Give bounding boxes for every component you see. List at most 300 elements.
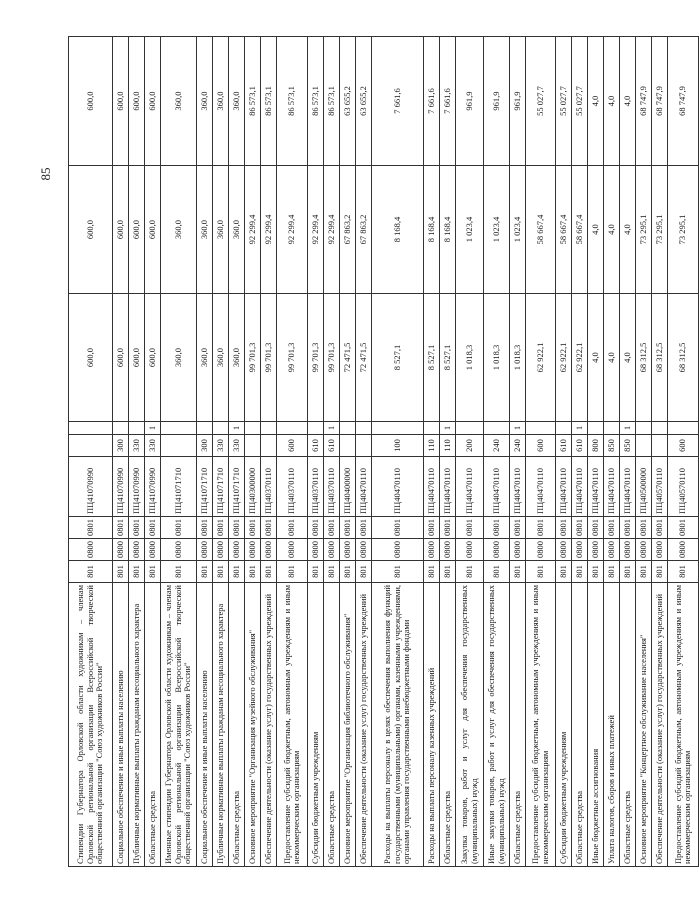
target-article-code: ПЦ40470110	[588, 457, 604, 517]
funding-source-mark	[129, 422, 145, 435]
amount-year-2: 58 667,4	[572, 166, 588, 294]
amount-year-1: 99 701,3	[245, 294, 261, 422]
amount-year-2: 1 023,4	[484, 166, 510, 294]
subsection-code: 0801	[440, 517, 456, 539]
amount-year-1: 62 922,1	[572, 294, 588, 422]
item-name: Иные закупки товаров, работ и услуг для обеспечения государственных (муниципальных) нужд	[484, 583, 510, 867]
subsection-code: 0801	[324, 517, 340, 539]
amount-year-1: 600,0	[69, 294, 113, 422]
item-name: Закупка товаров, работ и услуг для обеспечения государственных (муниципальных) нужд	[456, 583, 484, 867]
amount-year-2: 4,0	[588, 166, 604, 294]
amount-year-2: 92 299,4	[324, 166, 340, 294]
subsection-code: 0801	[69, 517, 113, 539]
target-article-code: ПЦ40400000	[340, 457, 356, 517]
section-code: 0800	[340, 539, 356, 561]
funding-source-mark	[356, 422, 372, 435]
amount-year-2: 67 863,2	[340, 166, 356, 294]
grbs-code: 801	[372, 561, 424, 583]
item-name: Публичные нормативные выплаты гражданам несоциального характера	[129, 583, 145, 867]
table-row	[668, 37, 699, 867]
amount-year-2: 600,0	[69, 166, 113, 294]
amount-year-3: 68 747,9	[668, 37, 699, 166]
amount-year-2: 4,0	[620, 166, 636, 294]
target-article-code: ПЦ40470110	[526, 457, 556, 517]
item-name: Предоставление субсидий бюджетным, автономным учреждениям и иным некоммерческим организациям	[277, 583, 308, 867]
amount-year-1: 600,0	[129, 294, 145, 422]
amount-year-3: 961,9	[510, 37, 526, 166]
amount-year-1: 99 701,3	[261, 294, 277, 422]
funding-source-mark	[372, 422, 424, 435]
grbs-code: 801	[308, 561, 324, 583]
expense-type-code: 610	[572, 435, 588, 457]
target-article-code: ПЦ41071710	[161, 457, 197, 517]
table-row	[440, 37, 456, 867]
item-name: Основное мероприятие "Организация библиотечного обслуживания"	[340, 583, 356, 867]
section-code: 0800	[161, 539, 197, 561]
expense-type-code	[356, 435, 372, 457]
table-row	[277, 37, 308, 867]
target-article-code: ПЦ40370110	[277, 457, 308, 517]
expense-type-code: 300	[113, 435, 129, 457]
amount-year-2: 600,0	[113, 166, 129, 294]
amount-year-2: 58 667,4	[526, 166, 556, 294]
item-name: Областные средства	[145, 583, 161, 867]
grbs-code: 801	[129, 561, 145, 583]
target-article-code: ПЦ40470110	[510, 457, 526, 517]
amount-year-1: 62 922,1	[526, 294, 556, 422]
expense-type-code: 330	[213, 435, 229, 457]
grbs-code: 801	[277, 561, 308, 583]
subsection-code: 0801	[456, 517, 484, 539]
expense-type-code	[652, 435, 668, 457]
item-name: Областные средства	[324, 583, 340, 867]
grbs-code: 801	[261, 561, 277, 583]
expense-type-code	[161, 435, 197, 457]
subsection-code: 0801	[261, 517, 277, 539]
expense-type-code: 240	[510, 435, 526, 457]
amount-year-3: 360,0	[213, 37, 229, 166]
expense-type-code: 100	[372, 435, 424, 457]
amount-year-2: 73 295,1	[652, 166, 668, 294]
target-article-code: ПЦ41071710	[229, 457, 245, 517]
section-code: 0800	[620, 539, 636, 561]
table-row	[245, 37, 261, 867]
table-row	[620, 37, 636, 867]
item-name: Субсидии бюджетным учреждениям	[556, 583, 572, 867]
target-article-code: ПЦ40300000	[245, 457, 261, 517]
expense-type-code: 600	[526, 435, 556, 457]
amount-year-3: 86 573,1	[261, 37, 277, 166]
expense-type-code: 610	[308, 435, 324, 457]
amount-year-1: 4,0	[604, 294, 620, 422]
amount-year-2: 360,0	[161, 166, 197, 294]
amount-year-1: 4,0	[620, 294, 636, 422]
amount-year-3: 360,0	[197, 37, 213, 166]
section-code: 0800	[129, 539, 145, 561]
item-name: Расходы на выплаты персоналу в целях обеспечения выполнения функций государственными (муниципальными) органами, казенными учреждениями, органами управления государственными внебюджетными фондами	[372, 583, 424, 867]
grbs-code: 801	[161, 561, 197, 583]
funding-source-mark: 1	[324, 422, 340, 435]
grbs-code: 801	[510, 561, 526, 583]
subsection-code: 0801	[356, 517, 372, 539]
amount-year-2: 73 295,1	[668, 166, 699, 294]
item-name: Публичные нормативные выплаты гражданам несоциального характера	[213, 583, 229, 867]
subsection-code: 0801	[308, 517, 324, 539]
funding-source-mark: 1	[510, 422, 526, 435]
amount-year-1: 8 527,1	[440, 294, 456, 422]
item-name: Иные бюджетные ассигнования	[588, 583, 604, 867]
section-code: 0800	[604, 539, 620, 561]
grbs-code: 801	[69, 561, 113, 583]
expense-type-code: 610	[324, 435, 340, 457]
funding-source-mark	[277, 422, 308, 435]
grbs-code: 801	[356, 561, 372, 583]
amount-year-3: 961,9	[456, 37, 484, 166]
subsection-code: 0801	[372, 517, 424, 539]
section-code: 0800	[588, 539, 604, 561]
expense-type-code: 800	[588, 435, 604, 457]
subsection-code: 0801	[229, 517, 245, 539]
amount-year-3: 600,0	[129, 37, 145, 166]
amount-year-1: 72 471,5	[356, 294, 372, 422]
amount-year-3: 4,0	[604, 37, 620, 166]
funding-source-mark	[652, 422, 668, 435]
section-code: 0800	[113, 539, 129, 561]
subsection-code: 0801	[340, 517, 356, 539]
table-row	[213, 37, 229, 867]
amount-year-1: 360,0	[213, 294, 229, 422]
expense-type-code	[261, 435, 277, 457]
subsection-code: 0801	[277, 517, 308, 539]
amount-year-2: 8 168,4	[440, 166, 456, 294]
amount-year-3: 360,0	[161, 37, 197, 166]
expense-type-code	[245, 435, 261, 457]
amount-year-1: 62 922,1	[556, 294, 572, 422]
subsection-code: 0801	[588, 517, 604, 539]
target-article-code: ПЦ41070990	[69, 457, 113, 517]
table-row	[556, 37, 572, 867]
amount-year-3: 55 027,7	[526, 37, 556, 166]
amount-year-1: 68 312,5	[652, 294, 668, 422]
section-code: 0800	[510, 539, 526, 561]
grbs-code: 801	[440, 561, 456, 583]
amount-year-3: 600,0	[145, 37, 161, 166]
expense-type-code: 850	[620, 435, 636, 457]
grbs-code: 801	[113, 561, 129, 583]
expense-type-code: 330	[145, 435, 161, 457]
funding-source-mark	[113, 422, 129, 435]
amount-year-3: 600,0	[69, 37, 113, 166]
amount-year-3: 4,0	[620, 37, 636, 166]
item-name: Областные средства	[229, 583, 245, 867]
item-name: Предоставление субсидий бюджетным, автономным учреждениям и иным некоммерческим организациям	[668, 583, 699, 867]
item-name: Областные средства	[440, 583, 456, 867]
amount-year-1: 360,0	[197, 294, 213, 422]
rotated-page-content	[68, 37, 692, 867]
expense-type-code	[340, 435, 356, 457]
item-name: Основное мероприятие "Организация музейного обслуживания"	[245, 583, 261, 867]
funding-source-mark	[69, 422, 113, 435]
table-row	[456, 37, 484, 867]
grbs-code: 801	[652, 561, 668, 583]
item-name: Именные стипендии Губернатора Орловской области художникам – членам Орловской региональной организации Всероссийской творческой общественной организации "Союз художников России"	[161, 583, 197, 867]
subsection-code: 0801	[526, 517, 556, 539]
amount-year-2: 360,0	[229, 166, 245, 294]
section-code: 0800	[356, 539, 372, 561]
section-code: 0800	[372, 539, 424, 561]
page-number: 85	[38, 167, 53, 181]
expense-type-code	[69, 435, 113, 457]
amount-year-3: 86 573,1	[308, 37, 324, 166]
amount-year-1: 68 312,5	[668, 294, 699, 422]
grbs-code: 801	[424, 561, 440, 583]
table-row	[197, 37, 213, 867]
target-article-code: ПЦ40570110	[652, 457, 668, 517]
funding-source-mark: 1	[145, 422, 161, 435]
amount-year-2: 600,0	[145, 166, 161, 294]
section-code: 0800	[556, 539, 572, 561]
subsection-code: 0801	[604, 517, 620, 539]
expense-type-code: 600	[668, 435, 699, 457]
table-row	[652, 37, 668, 867]
subsection-code: 0801	[510, 517, 526, 539]
expense-type-code: 110	[440, 435, 456, 457]
grbs-code: 801	[636, 561, 652, 583]
amount-year-1: 360,0	[161, 294, 197, 422]
grbs-code: 801	[572, 561, 588, 583]
table-row	[324, 37, 340, 867]
expense-type-code: 330	[229, 435, 245, 457]
item-name: Предоставление субсидий бюджетным, автономным учреждениям и иным некоммерческим организациям	[526, 583, 556, 867]
grbs-code: 801	[340, 561, 356, 583]
budget-table-body	[69, 37, 699, 867]
item-name: Обеспечение деятельности (оказание услуг) государственных учреждений	[261, 583, 277, 867]
section-code: 0800	[440, 539, 456, 561]
subsection-code: 0801	[161, 517, 197, 539]
amount-year-3: 86 573,1	[245, 37, 261, 166]
amount-year-3: 86 573,1	[277, 37, 308, 166]
table-row	[424, 37, 440, 867]
target-article-code: ПЦ40500000	[636, 457, 652, 517]
funding-source-mark	[456, 422, 484, 435]
section-code: 0800	[261, 539, 277, 561]
target-article-code: ПЦ40470110	[572, 457, 588, 517]
amount-year-3: 63 655,2	[356, 37, 372, 166]
target-article-code: ПЦ40470110	[456, 457, 484, 517]
amount-year-3: 68 747,9	[652, 37, 668, 166]
target-article-code: ПЦ40470110	[620, 457, 636, 517]
expense-type-code: 300	[197, 435, 213, 457]
table-row	[145, 37, 161, 867]
grbs-code: 801	[556, 561, 572, 583]
section-code: 0800	[229, 539, 245, 561]
subsection-code: 0801	[652, 517, 668, 539]
item-name: Социальное обеспечение и иные выплаты населению	[197, 583, 213, 867]
table-row	[588, 37, 604, 867]
funding-source-mark	[588, 422, 604, 435]
amount-year-1: 1 018,3	[456, 294, 484, 422]
subsection-code: 0801	[556, 517, 572, 539]
amount-year-1: 1 018,3	[510, 294, 526, 422]
grbs-code: 801	[588, 561, 604, 583]
section-code: 0800	[213, 539, 229, 561]
table-row	[372, 37, 424, 867]
table-row	[161, 37, 197, 867]
amount-year-3: 7 661,6	[424, 37, 440, 166]
item-name: Основное мероприятие "Концертное обслуживание населения"	[636, 583, 652, 867]
funding-source-mark	[668, 422, 699, 435]
table-row	[604, 37, 620, 867]
section-code: 0800	[484, 539, 510, 561]
amount-year-1: 72 471,5	[340, 294, 356, 422]
funding-source-mark: 1	[440, 422, 456, 435]
target-article-code: ПЦ41070990	[129, 457, 145, 517]
funding-source-mark	[197, 422, 213, 435]
subsection-code: 0801	[424, 517, 440, 539]
amount-year-1: 8 527,1	[372, 294, 424, 422]
target-article-code: ПЦ41071710	[197, 457, 213, 517]
amount-year-1: 99 701,3	[324, 294, 340, 422]
target-article-code: ПЦ40470110	[356, 457, 372, 517]
section-code: 0800	[424, 539, 440, 561]
table-row	[113, 37, 129, 867]
amount-year-2: 67 863,2	[356, 166, 372, 294]
table-row	[356, 37, 372, 867]
funding-source-mark: 1	[572, 422, 588, 435]
amount-year-3: 360,0	[229, 37, 245, 166]
amount-year-3: 7 661,6	[440, 37, 456, 166]
subsection-code: 0801	[620, 517, 636, 539]
table-row	[229, 37, 245, 867]
table-row	[572, 37, 588, 867]
amount-year-2: 8 168,4	[424, 166, 440, 294]
funding-source-mark	[424, 422, 440, 435]
section-code: 0800	[308, 539, 324, 561]
table-row	[636, 37, 652, 867]
grbs-code: 801	[197, 561, 213, 583]
subsection-code: 0801	[668, 517, 699, 539]
funding-source-mark	[213, 422, 229, 435]
item-name: Стипендии Губернатора Орловской области художникам – членам Орловской региональной организации Всероссийской творческой общественной организации "Союз художников России"	[69, 583, 113, 867]
budget-table	[68, 36, 699, 867]
target-article-code: ПЦ40370110	[261, 457, 277, 517]
grbs-code: 801	[324, 561, 340, 583]
amount-year-2: 58 667,4	[556, 166, 572, 294]
grbs-code: 801	[484, 561, 510, 583]
amount-year-3: 68 747,9	[636, 37, 652, 166]
funding-source-mark: 1	[229, 422, 245, 435]
expense-type-code: 610	[556, 435, 572, 457]
funding-source-mark	[161, 422, 197, 435]
section-code: 0800	[456, 539, 484, 561]
expense-type-code: 240	[484, 435, 510, 457]
funding-source-mark	[484, 422, 510, 435]
amount-year-2: 8 168,4	[372, 166, 424, 294]
amount-year-1: 99 701,3	[277, 294, 308, 422]
subsection-code: 0801	[245, 517, 261, 539]
table-row	[340, 37, 356, 867]
amount-year-2: 92 299,4	[245, 166, 261, 294]
amount-year-1: 4,0	[588, 294, 604, 422]
amount-year-3: 63 655,2	[340, 37, 356, 166]
amount-year-2: 360,0	[213, 166, 229, 294]
amount-year-1: 360,0	[229, 294, 245, 422]
funding-source-mark	[526, 422, 556, 435]
item-name: Расходы на выплаты персоналу казенных учреждений	[424, 583, 440, 867]
grbs-code: 801	[668, 561, 699, 583]
table-row	[484, 37, 510, 867]
grbs-code: 801	[620, 561, 636, 583]
item-name: Областные средства	[620, 583, 636, 867]
amount-year-1: 600,0	[145, 294, 161, 422]
target-article-code: ПЦ40470110	[556, 457, 572, 517]
funding-source-mark	[245, 422, 261, 435]
amount-year-3: 7 661,6	[372, 37, 424, 166]
grbs-code: 801	[229, 561, 245, 583]
funding-source-mark	[556, 422, 572, 435]
amount-year-3: 86 573,1	[324, 37, 340, 166]
amount-year-3: 55 027,7	[556, 37, 572, 166]
subsection-code: 0801	[129, 517, 145, 539]
item-name: Субсидии бюджетным учреждениям	[308, 583, 324, 867]
subsection-code: 0801	[636, 517, 652, 539]
target-article-code: ПЦ40570110	[668, 457, 699, 517]
expense-type-code: 200	[456, 435, 484, 457]
section-code: 0800	[277, 539, 308, 561]
table-row	[69, 37, 113, 867]
section-code: 0800	[636, 539, 652, 561]
section-code: 0800	[69, 539, 113, 561]
item-name: Социальное обеспечение и иные выплаты населению	[113, 583, 129, 867]
grbs-code: 801	[456, 561, 484, 583]
table-row	[526, 37, 556, 867]
amount-year-2: 92 299,4	[277, 166, 308, 294]
subsection-code: 0801	[484, 517, 510, 539]
funding-source-mark	[261, 422, 277, 435]
amount-year-3: 55 027,7	[572, 37, 588, 166]
target-article-code: ПЦ41070990	[113, 457, 129, 517]
subsection-code: 0801	[113, 517, 129, 539]
section-code: 0800	[668, 539, 699, 561]
target-article-code: ПЦ40470110	[424, 457, 440, 517]
amount-year-2: 73 295,1	[636, 166, 652, 294]
section-code: 0800	[145, 539, 161, 561]
expense-type-code: 850	[604, 435, 620, 457]
amount-year-2: 1 023,4	[510, 166, 526, 294]
amount-year-3: 4,0	[588, 37, 604, 166]
target-article-code: ПЦ40370110	[308, 457, 324, 517]
section-code: 0800	[197, 539, 213, 561]
amount-year-1: 99 701,3	[308, 294, 324, 422]
subsection-code: 0801	[572, 517, 588, 539]
section-code: 0800	[324, 539, 340, 561]
amount-year-2: 4,0	[604, 166, 620, 294]
grbs-code: 801	[245, 561, 261, 583]
amount-year-1: 1 018,3	[484, 294, 510, 422]
subsection-code: 0801	[213, 517, 229, 539]
funding-source-mark	[636, 422, 652, 435]
item-name: Обеспечение деятельности (оказание услуг) государственных учреждений	[356, 583, 372, 867]
amount-year-2: 1 023,4	[456, 166, 484, 294]
item-name: Уплата налогов, сборов и иных платежей	[604, 583, 620, 867]
amount-year-1: 8 527,1	[424, 294, 440, 422]
amount-year-2: 600,0	[129, 166, 145, 294]
table-row	[261, 37, 277, 867]
funding-source-mark	[308, 422, 324, 435]
target-article-code: ПЦ40470110	[604, 457, 620, 517]
subsection-code: 0801	[145, 517, 161, 539]
target-article-code: ПЦ40470110	[372, 457, 424, 517]
